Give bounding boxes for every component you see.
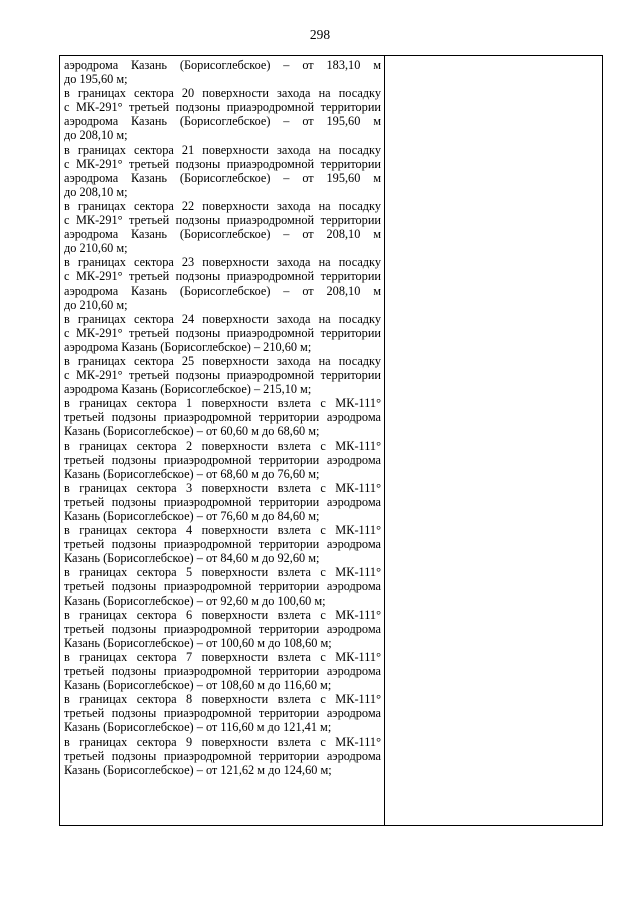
text-line: Казань (Борисоглебское) – от 116,60 м до 121,41 м; (64, 720, 332, 735)
text-line: в границах сектора 20 поверхности захода на посадку (64, 86, 381, 101)
text-line: в границах сектора 1 поверхности взлета с МК-111° (64, 396, 381, 411)
text-line: до 208,10 м; (64, 128, 128, 143)
text-line: в границах сектора 5 поверхности взлета с МК-111° (64, 565, 381, 580)
text-line: аэродрома Казань (Борисоглебское) – от 195,60 м (64, 114, 381, 129)
text-line: Казань (Борисоглебское) – от 121,62 м до 124,60 м; (64, 762, 332, 777)
text-line: Казань (Борисоглебское) – от 84,60 м до 92,60 м; (64, 551, 320, 566)
table-right-column (385, 56, 602, 825)
text-line: с МК-291° третьей подзоны приаэродромной территории (64, 325, 381, 340)
text-line: Казань (Борисоглебское) – от 108,60 м до 116,60 м; (64, 678, 332, 693)
text-line: третьей подзоны приаэродромной территории аэродрома (64, 748, 381, 763)
text-line: в границах сектора 2 поверхности взлета с МК-111° (64, 438, 381, 453)
text-line: в границах сектора 24 поверхности захода на посадку (64, 311, 381, 326)
text-line: третьей подзоны приаэродромной территории аэродрома (64, 410, 381, 425)
text-line: третьей подзоны приаэродромной территории аэродрома (64, 664, 381, 679)
text-line: в границах сектора 9 поверхности взлета с МК-111° (64, 734, 381, 749)
text-line: аэродрома Казань (Борисоглебское) – 215,10 м; (64, 382, 312, 397)
text-line: третьей подзоны приаэродромной территории аэродрома (64, 579, 381, 594)
text-line: до 210,60 м; (64, 241, 128, 256)
text-line: в границах сектора 7 поверхности взлета с МК-111° (64, 649, 381, 664)
text-line: Казань (Борисоглебское) – от 60,60 м до 68,60 м; (64, 424, 320, 439)
text-line: в границах сектора 4 поверхности взлета с МК-111° (64, 523, 381, 538)
text-line: аэродрома Казань (Борисоглебское) – 210,60 м; (64, 339, 312, 354)
text-line: в границах сектора 21 поверхности захода на посадку (64, 142, 381, 157)
text-line: в границах сектора 6 поверхности взлета с МК-111° (64, 607, 381, 622)
text-line: до 208,10 м; (64, 184, 128, 199)
text-line: Казань (Борисоглебское) – от 92,60 м до 100,60 м; (64, 593, 326, 608)
text-line: третьей подзоны приаэродромной территории аэродрома (64, 621, 381, 636)
text-line: Казань (Борисоглебское) – от 76,60 м до 84,60 м; (64, 509, 320, 523)
text-line: с МК-291° третьей подзоны приаэродромной территории (64, 269, 381, 284)
page-number: 298 (309, 27, 331, 42)
table-left-column (60, 56, 385, 825)
document-table (59, 55, 603, 826)
text-line: аэродрома Казань (Борисоглебское) – от 208,10 м (64, 283, 381, 298)
text-line: с МК-291° третьей подзоны приаэродромной территории (64, 368, 381, 383)
text-line: третьей подзоны приаэродромной территории аэродрома (64, 494, 381, 509)
text-line: в границах сектора 3 поверхности взлета с МК-111° (64, 480, 381, 495)
text-line: до 210,60 м; (64, 297, 128, 312)
text-line: в границах сектора 25 поверхности захода на посадку (64, 353, 381, 368)
text-line: Казань (Борисоглебское) – от 68,60 м до 76,60 м; (64, 466, 320, 481)
text-line: с МК-291° третьей подзоны приаэродромной территории (64, 213, 381, 228)
text-line: аэродрома Казань (Борисоглебское) – от 195,60 м (64, 170, 381, 185)
text-line: третьей подзоны приаэродромной территории аэродрома (64, 452, 381, 467)
text-line: Казань (Борисоглебское) – от 100,60 м до 108,60 м; (64, 635, 332, 650)
text-line: в границах сектора 8 поверхности взлета с МК-111° (64, 692, 381, 707)
text-line: в границах сектора 23 поверхности захода на посадку (64, 255, 381, 270)
text-line: аэродрома Казань (Борисоглебское) – от 183,10 м (64, 58, 381, 72)
text-line: до 195,60 м; (64, 72, 128, 87)
text-line: с МК-291° третьей подзоны приаэродромной территории (64, 100, 381, 115)
text-line: третьей подзоны приаэродромной территории аэродрома (64, 706, 381, 721)
text-line: третьей подзоны приаэродромной территории аэродрома (64, 537, 381, 552)
text-line: аэродрома Казань (Борисоглебское) – от 208,10 м (64, 227, 381, 242)
text-line: с МК-291° третьей подзоны приаэродромной территории (64, 156, 381, 171)
text-line: в границах сектора 22 поверхности захода на посадку (64, 198, 381, 213)
